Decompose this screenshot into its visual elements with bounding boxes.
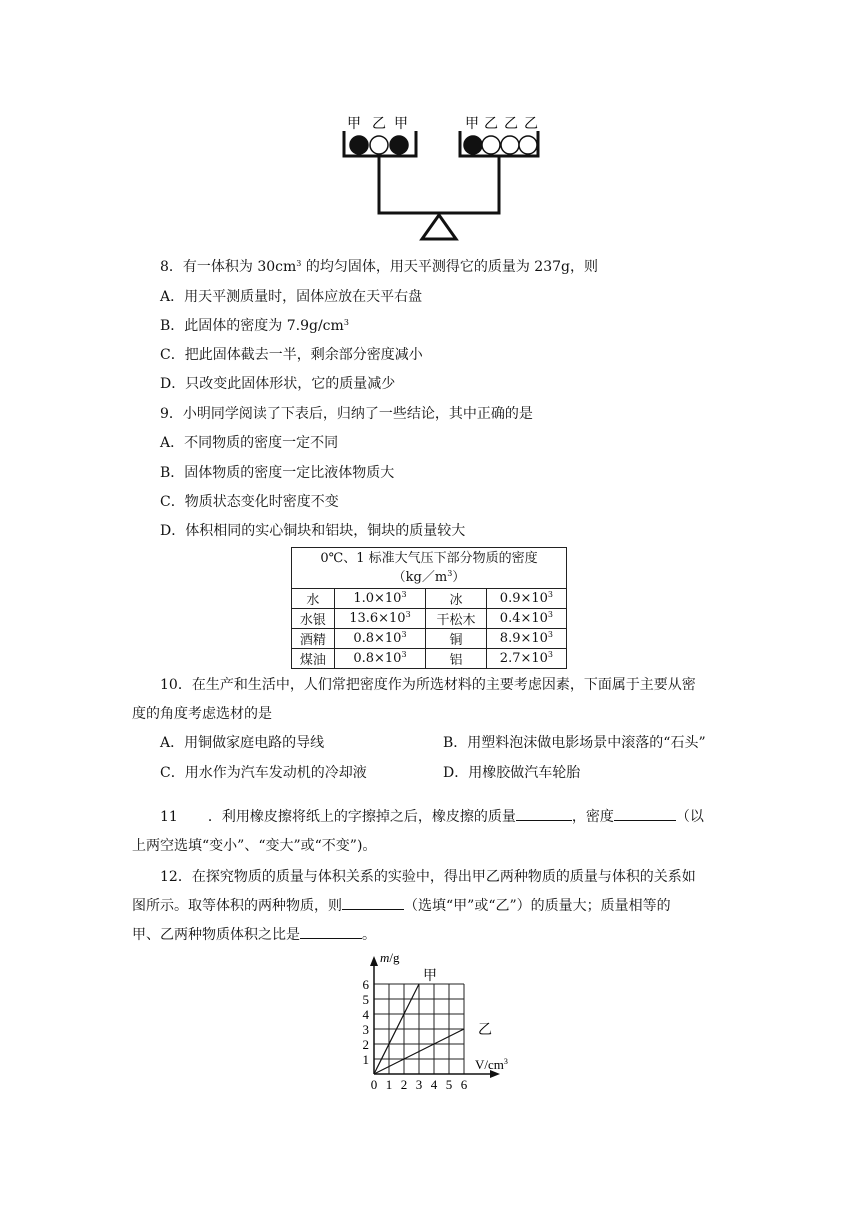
density-cell: $0.9\times 10^3$ <box>486 589 566 609</box>
table-row <box>292 589 567 609</box>
q9-option-a: A．不同物质的密度一定不同 <box>160 435 339 451</box>
y-axis-arrow <box>370 956 378 966</box>
q12-line3: 甲、乙两种物质体积之比是 。 <box>132 927 376 943</box>
q8-option-a: A．用天平测质量时，固体应放在天平右盘 <box>160 289 423 305</box>
q8-option-b: B．此固体的密度为 $7.9g/cm^3$ <box>160 318 349 334</box>
left-pan-label-1: 甲 <box>347 117 361 132</box>
series-label-yi: 乙 <box>478 1023 492 1038</box>
left-pan-label-3: 甲 <box>394 117 408 132</box>
density-cell: $0.8\times 10^3$ <box>334 649 426 669</box>
density-cell: $1.0\times 10^3$ <box>334 589 426 609</box>
ball-jia <box>464 136 482 154</box>
substance-cell: 酒精 <box>292 629 335 649</box>
y-axis-label: m/g <box>380 950 400 965</box>
right-pan-label-3: 乙 <box>504 117 518 132</box>
q9-stem: 9．小明同学阅读了下表后，归纳了一些结论，其中正确的是 <box>160 406 533 422</box>
q8-stem: 8．有一体积为 $30cm^3$ 的均匀固体，用天平测得它的质量为 237g，则 <box>160 259 598 275</box>
q8-option-c: C．把此固体截去一半，剩余部分密度减小 <box>160 347 423 363</box>
table-row <box>292 629 567 649</box>
x-tick-label: 5 <box>445 1077 453 1092</box>
x-axis-label: $V/cm^3$ <box>475 1057 508 1072</box>
x-tick-label: 4 <box>430 1077 438 1092</box>
q12-line1: 12．在探究物质的质量与体积关系的实验中，得出甲乙两种物质的质量与体积的关系如 <box>160 869 696 885</box>
substance-cell: 水 <box>292 589 335 609</box>
chart-grid <box>374 984 464 1074</box>
balance-beam <box>379 156 499 213</box>
q10-option-a: A．用铜做家庭电路的导线 <box>160 735 325 751</box>
ball-yi <box>370 136 388 154</box>
y-tick-label: 3 <box>362 1022 369 1037</box>
substance-cell: 水银 <box>292 609 335 629</box>
substance-cell: 铜 <box>426 629 487 649</box>
balance-figure <box>330 105 560 245</box>
substance-cell: 干松木 <box>426 609 487 629</box>
y-tick-label: 6 <box>362 977 369 992</box>
q11-answer-blank-2[interactable] <box>614 808 676 821</box>
density-cell: $0.4\times 10^3$ <box>486 609 566 629</box>
left-pan-label-2: 乙 <box>372 117 386 132</box>
substance-cell: 煤油 <box>292 649 335 669</box>
x-tick-label: 3 <box>415 1077 423 1092</box>
mass-volume-chart <box>340 950 530 1100</box>
x-tick-label: 1 <box>385 1077 393 1092</box>
density-cell: $0.8\times 10^3$ <box>334 629 426 649</box>
table-row <box>292 609 567 629</box>
series-label-jia: 甲 <box>423 969 437 984</box>
ball-yi <box>482 136 500 154</box>
q11-line2: 上两空选填“变小”、“变大”或“不变”)。 <box>132 838 377 854</box>
substance-cell: 冰 <box>426 589 487 609</box>
density-table-title: 0℃、1 标准大气压下部分物质的密度 $(kg/m^3)$ <box>292 548 567 589</box>
x-tick-label: 6 <box>460 1077 468 1092</box>
right-pan-label-1: 甲 <box>465 117 479 132</box>
x-tick-label: 0 <box>370 1077 378 1092</box>
q12-answer-blank-1[interactable] <box>342 897 404 910</box>
density-table <box>291 547 567 669</box>
q12-answer-blank-2[interactable] <box>300 926 362 939</box>
density-cell: $8.9\times 10^3$ <box>486 629 566 649</box>
right-pan-label-4: 乙 <box>524 117 538 132</box>
q9-option-c: C．物质状态变化时密度不变 <box>160 494 339 510</box>
q10-option-c: C．用水作为汽车发动机的冷却液 <box>160 765 367 781</box>
q11-answer-blank-1[interactable] <box>516 808 572 821</box>
ball-jia <box>350 136 368 154</box>
density-cell: $13.6\times 10^3$ <box>334 609 426 629</box>
ball-yi <box>501 136 519 154</box>
q10-option-b: B．用塑料泡沫做电影场景中滚落的“石头” <box>443 735 706 751</box>
q10-stem-line2: 度的角度考虑选材的是 <box>132 706 272 722</box>
ball-yi <box>519 136 537 154</box>
y-tick-label: 4 <box>362 1007 369 1022</box>
y-tick-label: 1 <box>362 1052 369 1067</box>
y-tick-label: 5 <box>362 992 369 1007</box>
balance-fulcrum <box>422 215 456 239</box>
q11-number: 11 <box>160 809 178 825</box>
y-tick-label: 2 <box>362 1037 369 1052</box>
q9-option-b: B．固体物质的密度一定比液体物质大 <box>160 465 395 481</box>
q9-option-d: D．体积相同的实心铜块和铝块，铜块的质量较大 <box>160 523 466 539</box>
substance-cell: 铝 <box>426 649 487 669</box>
table-row <box>292 649 567 669</box>
q10-option-d: D．用橡胶做汽车轮胎 <box>443 765 581 781</box>
ball-jia <box>390 136 408 154</box>
x-tick-label: 2 <box>400 1077 408 1092</box>
density-cell: $2.7\times 10^3$ <box>486 649 566 669</box>
q10-stem-line1: 10．在生产和生活中，人们常把密度作为所选材料的主要考虑因素，下面属于主要从密 <box>160 677 696 693</box>
q11-line1: 11 ．利用橡皮擦将纸上的字擦掉之后，橡皮擦的质量 ，密度 （以 <box>160 809 704 825</box>
q8-option-d: D．只改变此固体形状，它的质量减少 <box>160 376 396 392</box>
right-pan-label-2: 乙 <box>484 117 498 132</box>
q12-line2: 图所示。取等体积的两种物质，则 （选填“甲”或“乙”）的质量大；质量相等的 <box>132 898 671 914</box>
